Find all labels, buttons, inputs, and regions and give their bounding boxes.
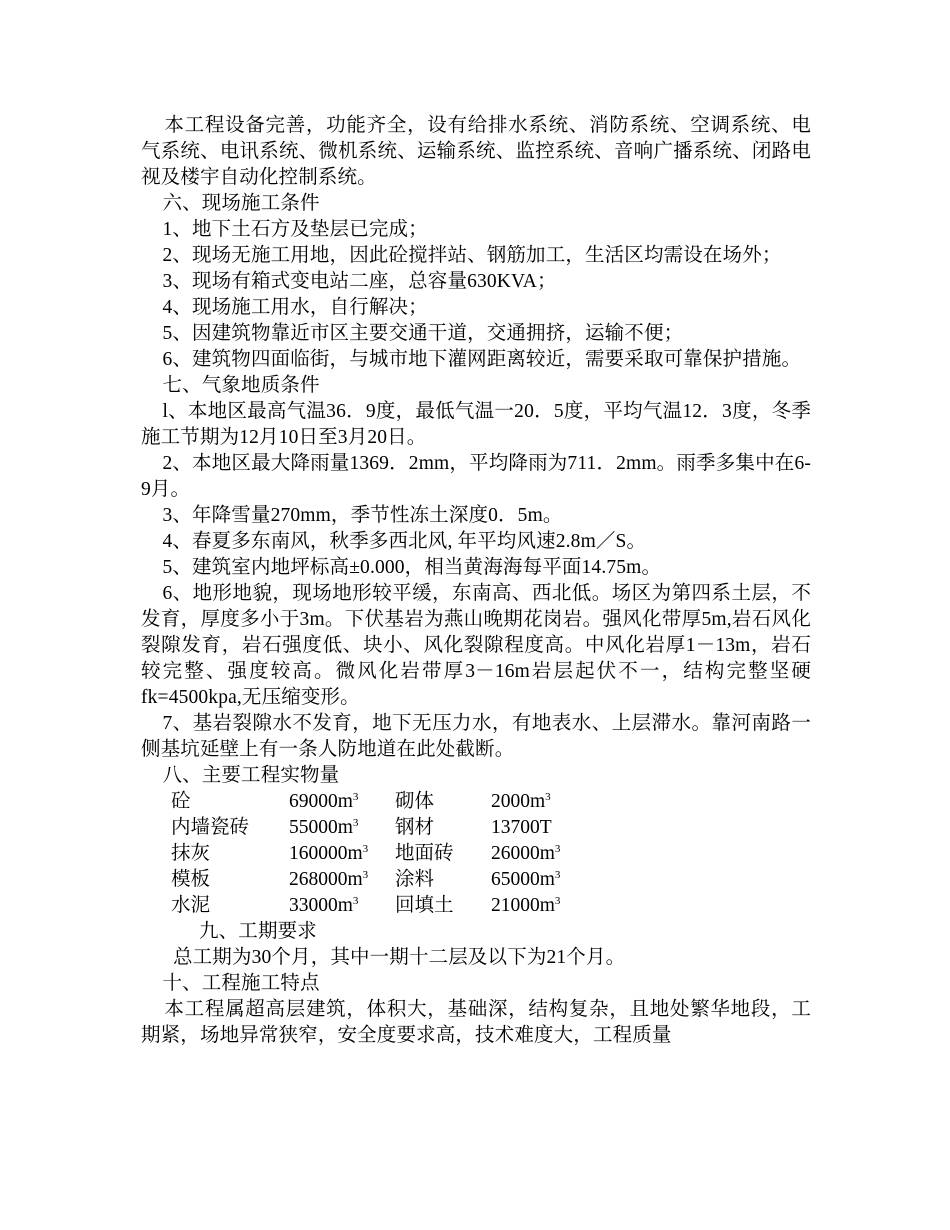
section-heading-weather-geology: 七、气象地质条件 — [162, 375, 320, 396]
quantity-item-value: 13700T — [491, 817, 552, 838]
quantity-item-value: $65000m^3$ — [491, 869, 561, 890]
section-heading-site-conditions: 六、现场施工条件 — [162, 193, 320, 214]
site-condition-6: 6、建筑物四面临街，与城市地下灌网距离较近，需要采取可靠保护措施。 — [162, 349, 802, 370]
quantity-item-name: 抹灰 — [171, 843, 211, 864]
quantity-item-value: $2000m^3$ — [491, 791, 551, 812]
quantity-item-name: 地面砖 — [395, 843, 454, 864]
quantity-item-name: 涂料 — [395, 869, 435, 890]
quantity-item-value: $21000m^3$ — [491, 895, 561, 916]
quantity-item-value: $55000m^3$ — [289, 817, 359, 838]
section-heading-construction-features: 十、工程施工特点 — [162, 973, 320, 994]
table-row — [171, 893, 591, 919]
weather-geology-5: 5、建筑室内地坪标高±0.000，相当黄海海每平面14.75m。 — [162, 557, 662, 578]
quantity-item-value: $26000m^3$ — [491, 843, 561, 864]
quantity-item-name: 内墙瓷砖 — [171, 817, 250, 838]
site-condition-5: 5、因建筑物靠近市区主要交通干道，交通拥挤，运输不便； — [162, 323, 684, 344]
weather-geology-4: 4、春夏多东南风，秋季多西北风, 年平均风速2.8m／S。 — [162, 531, 647, 552]
quantity-item-value: $33000m^3$ — [289, 895, 359, 916]
table-row — [171, 789, 591, 815]
construction-features-paragraph: 本工程属超高层建筑，体积大，基础深，结构复杂，且地处繁华地段，工期紧，场地异常狭窄，安全度要求高，技术难度大，工程质量 — [141, 999, 811, 1046]
intro-paragraph: 本工程设备完善，功能齐全，设有给排水系统、消防系统、空调系统、电气系统、电讯系统、微机系统、运输系统、监控系统、音响广播系统、闭路电视及楼宇自动化控制系统。 — [141, 115, 811, 188]
weather-geology-6: 6、地形地貌，现场地形较平缓，东南高、西北低。场区为第四系土层，不发育，厚度多小于3m。下伏基岩为燕山晚期花岗岩。强风化带厚5m,岩石风化裂隙发育，岩石强度低、块小、风化裂隙程度高。中风化岩厚1－13m，岩石较完整、强度较高。微风化岩带厚3－16m岩层起伏不一，结构完整坚硬fk=4500kpa,无压缩变形。 — [141, 583, 811, 708]
table-row — [171, 867, 591, 893]
site-condition-4: 4、现场施工用水，自行解决； — [162, 297, 428, 318]
document-page — [141, 113, 811, 1049]
site-condition-1: 1、地下土石方及垫层已完成； — [162, 219, 428, 240]
quantity-item-name: 钢材 — [395, 817, 435, 838]
weather-geology-1: l、本地区最高气温36．9度，最低气温一20．5度，平均气温12．3度，冬季施工节期为12月10日至3月20日。 — [141, 401, 811, 448]
quantity-item-value: $160000m^3$ — [289, 843, 369, 864]
quantity-item-name: 回填土 — [395, 895, 454, 916]
quantity-item-name: 水泥 — [171, 895, 211, 916]
quantity-item-name: 砌体 — [395, 791, 435, 812]
table-row — [171, 815, 591, 841]
quantity-item-value: $268000m^3$ — [289, 869, 369, 890]
quantity-item-value: $69000m^3$ — [289, 791, 359, 812]
weather-geology-3: 3、年降雪量270mm，季节性冻土深度0．5m。 — [162, 505, 563, 526]
site-condition-3: 3、现场有箱式变电站二座，总容量630KVA； — [162, 271, 557, 292]
table-row — [171, 841, 591, 867]
site-condition-2: 2、现场无施工用地，因此砼搅拌站、钢筋加工，生活区均需设在场外； — [162, 245, 782, 266]
section-heading-schedule: 九、工期要求 — [199, 921, 317, 942]
quantity-item-name: 砼 — [171, 791, 191, 812]
quantity-item-name: 模板 — [171, 869, 211, 890]
section-heading-quantities: 八、主要工程实物量 — [162, 765, 340, 786]
weather-geology-7: 7、基岩裂隙水不发育，地下无压力水，有地表水、上层滞水。靠河南路一侧基坑延壁上有一条人防地道在此处截断。 — [141, 713, 811, 760]
quantities-table — [171, 789, 591, 919]
schedule-requirement: 总工期为30个月，其中一期十二层及以下为21个月。 — [173, 947, 626, 968]
weather-geology-2: 2、本地区最大降雨量1369．2mm，平均降雨为711．2mm。雨季多集中在6-9月。 — [141, 453, 811, 500]
